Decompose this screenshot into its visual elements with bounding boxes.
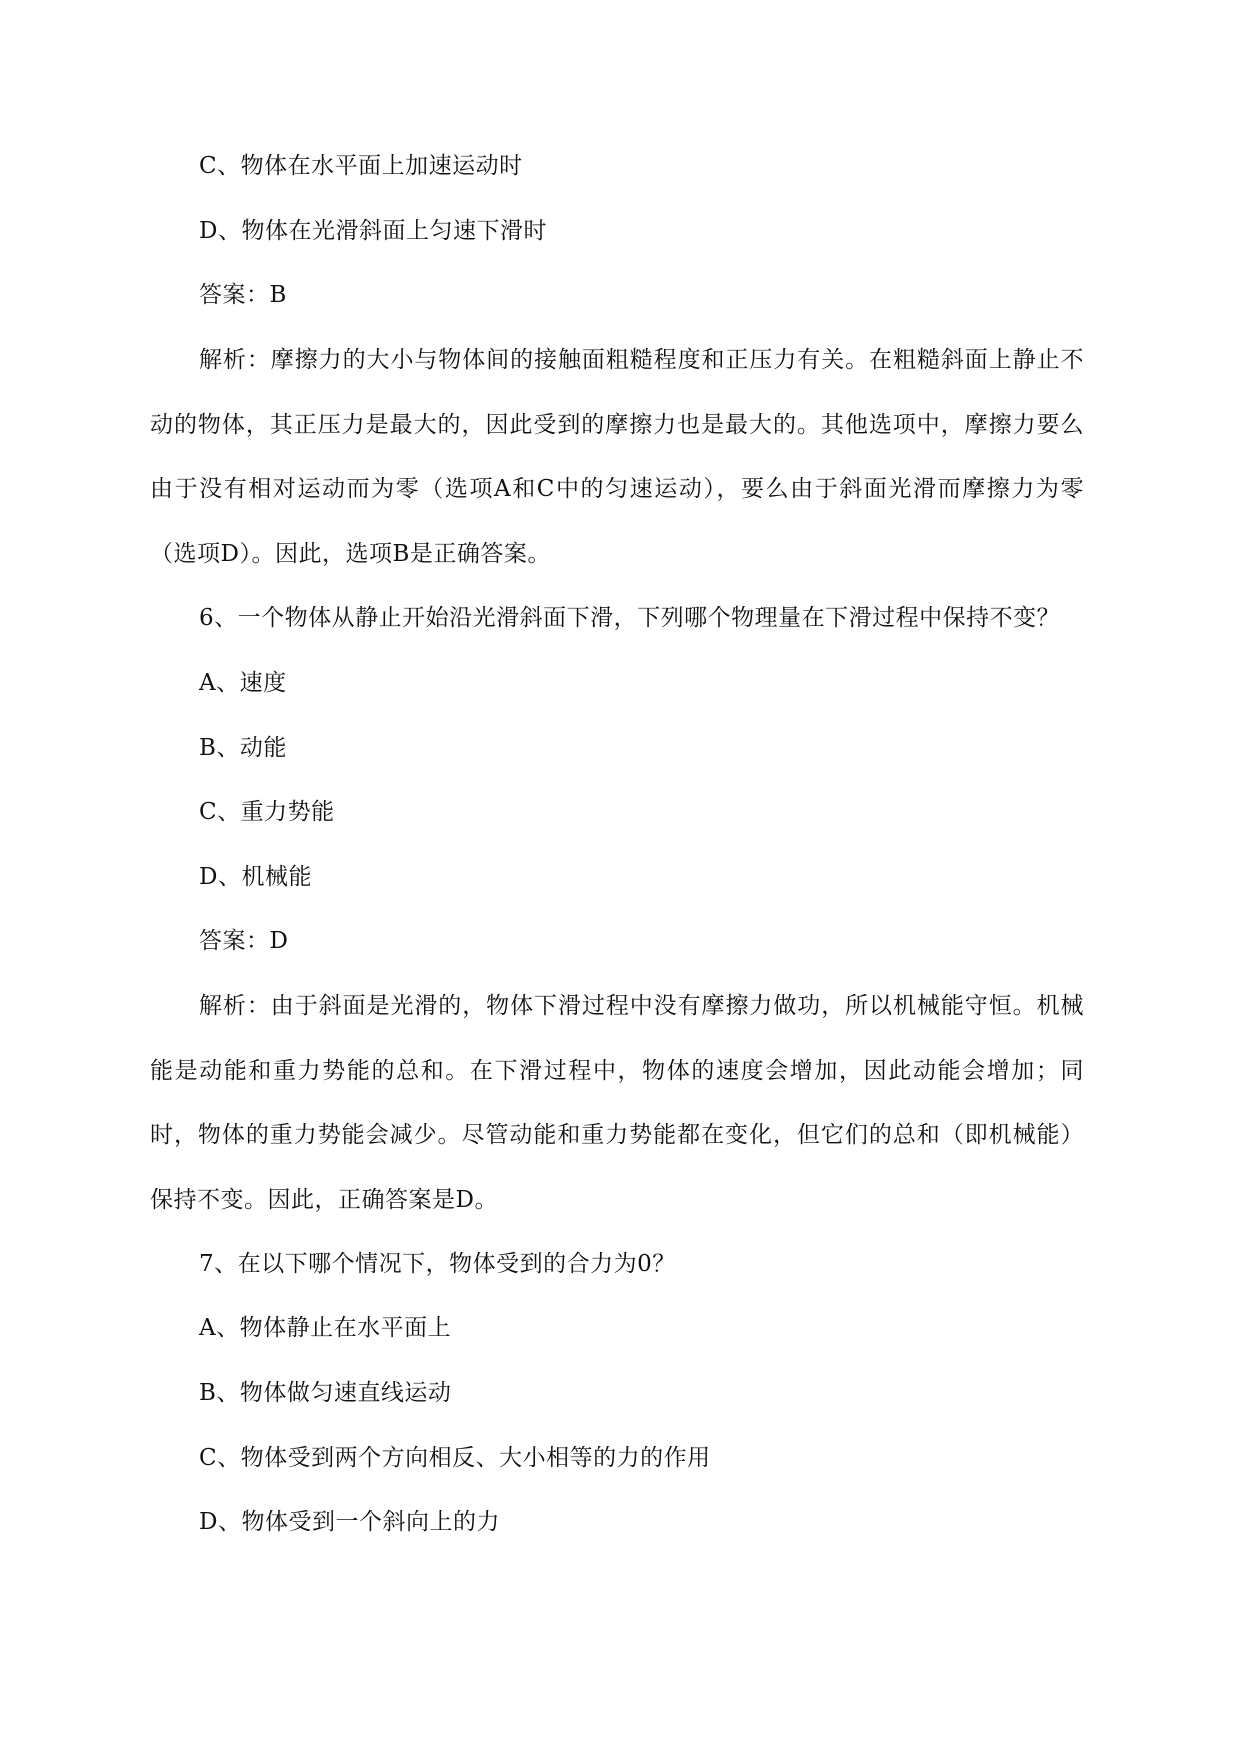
q6-answer: 答案：D [199, 928, 289, 954]
q6-option-d: D、机械能 [199, 864, 312, 890]
q5-option-c: C、物体在水平面上加速运动时 [199, 153, 523, 179]
q7-option-c: C、物体受到两个方向相反、大小相等的力的作用 [199, 1445, 711, 1471]
q6-question: 6、一个物体从静止开始沿光滑斜面下滑，下列哪个物理量在下滑过程中保持不变？ [199, 605, 1061, 631]
q7-option-a: A、物体静止在水平面上 [199, 1315, 452, 1341]
q5-explanation: 解析：摩擦力的大小与物体间的接触面粗糙程度和正压力有关。在粗糙斜面上静止不动的物体，其正压力是最大的，因此受到的摩擦力也是最大的。其他选项中，摩擦力要么由于没有相对运动而为零（选项A和C中的匀速运动），要么由于斜面光滑而摩擦力为零（选项D）。因此，选项B是正确答案。 [150, 347, 1084, 567]
q5-answer: 答案：B [199, 282, 287, 308]
q6-explanation: 解析：由于斜面是光滑的，物体下滑过程中没有摩擦力做功，所以机械能守恒。机械能是动能和重力势能的总和。在下滑过程中，物体的速度会增加，因此动能会增加；同时，物体的重力势能会减少。尽管动能和重力势能都在变化，但它们的总和（即机械能）保持不变。因此，正确答案是D。 [150, 993, 1084, 1213]
q6-option-c: C、重力势能 [199, 799, 335, 825]
q7-option-b: B、物体做匀速直线运动 [199, 1380, 452, 1406]
q7-question: 7、在以下哪个情况下，物体受到的合力为0？ [199, 1251, 676, 1277]
q5-option-d: D、物体在光滑斜面上匀速下滑时 [199, 218, 547, 244]
q6-option-a: A、速度 [199, 670, 287, 696]
q6-option-b: B、动能 [199, 735, 287, 761]
q7-option-d: D、物体受到一个斜向上的力 [199, 1509, 500, 1535]
